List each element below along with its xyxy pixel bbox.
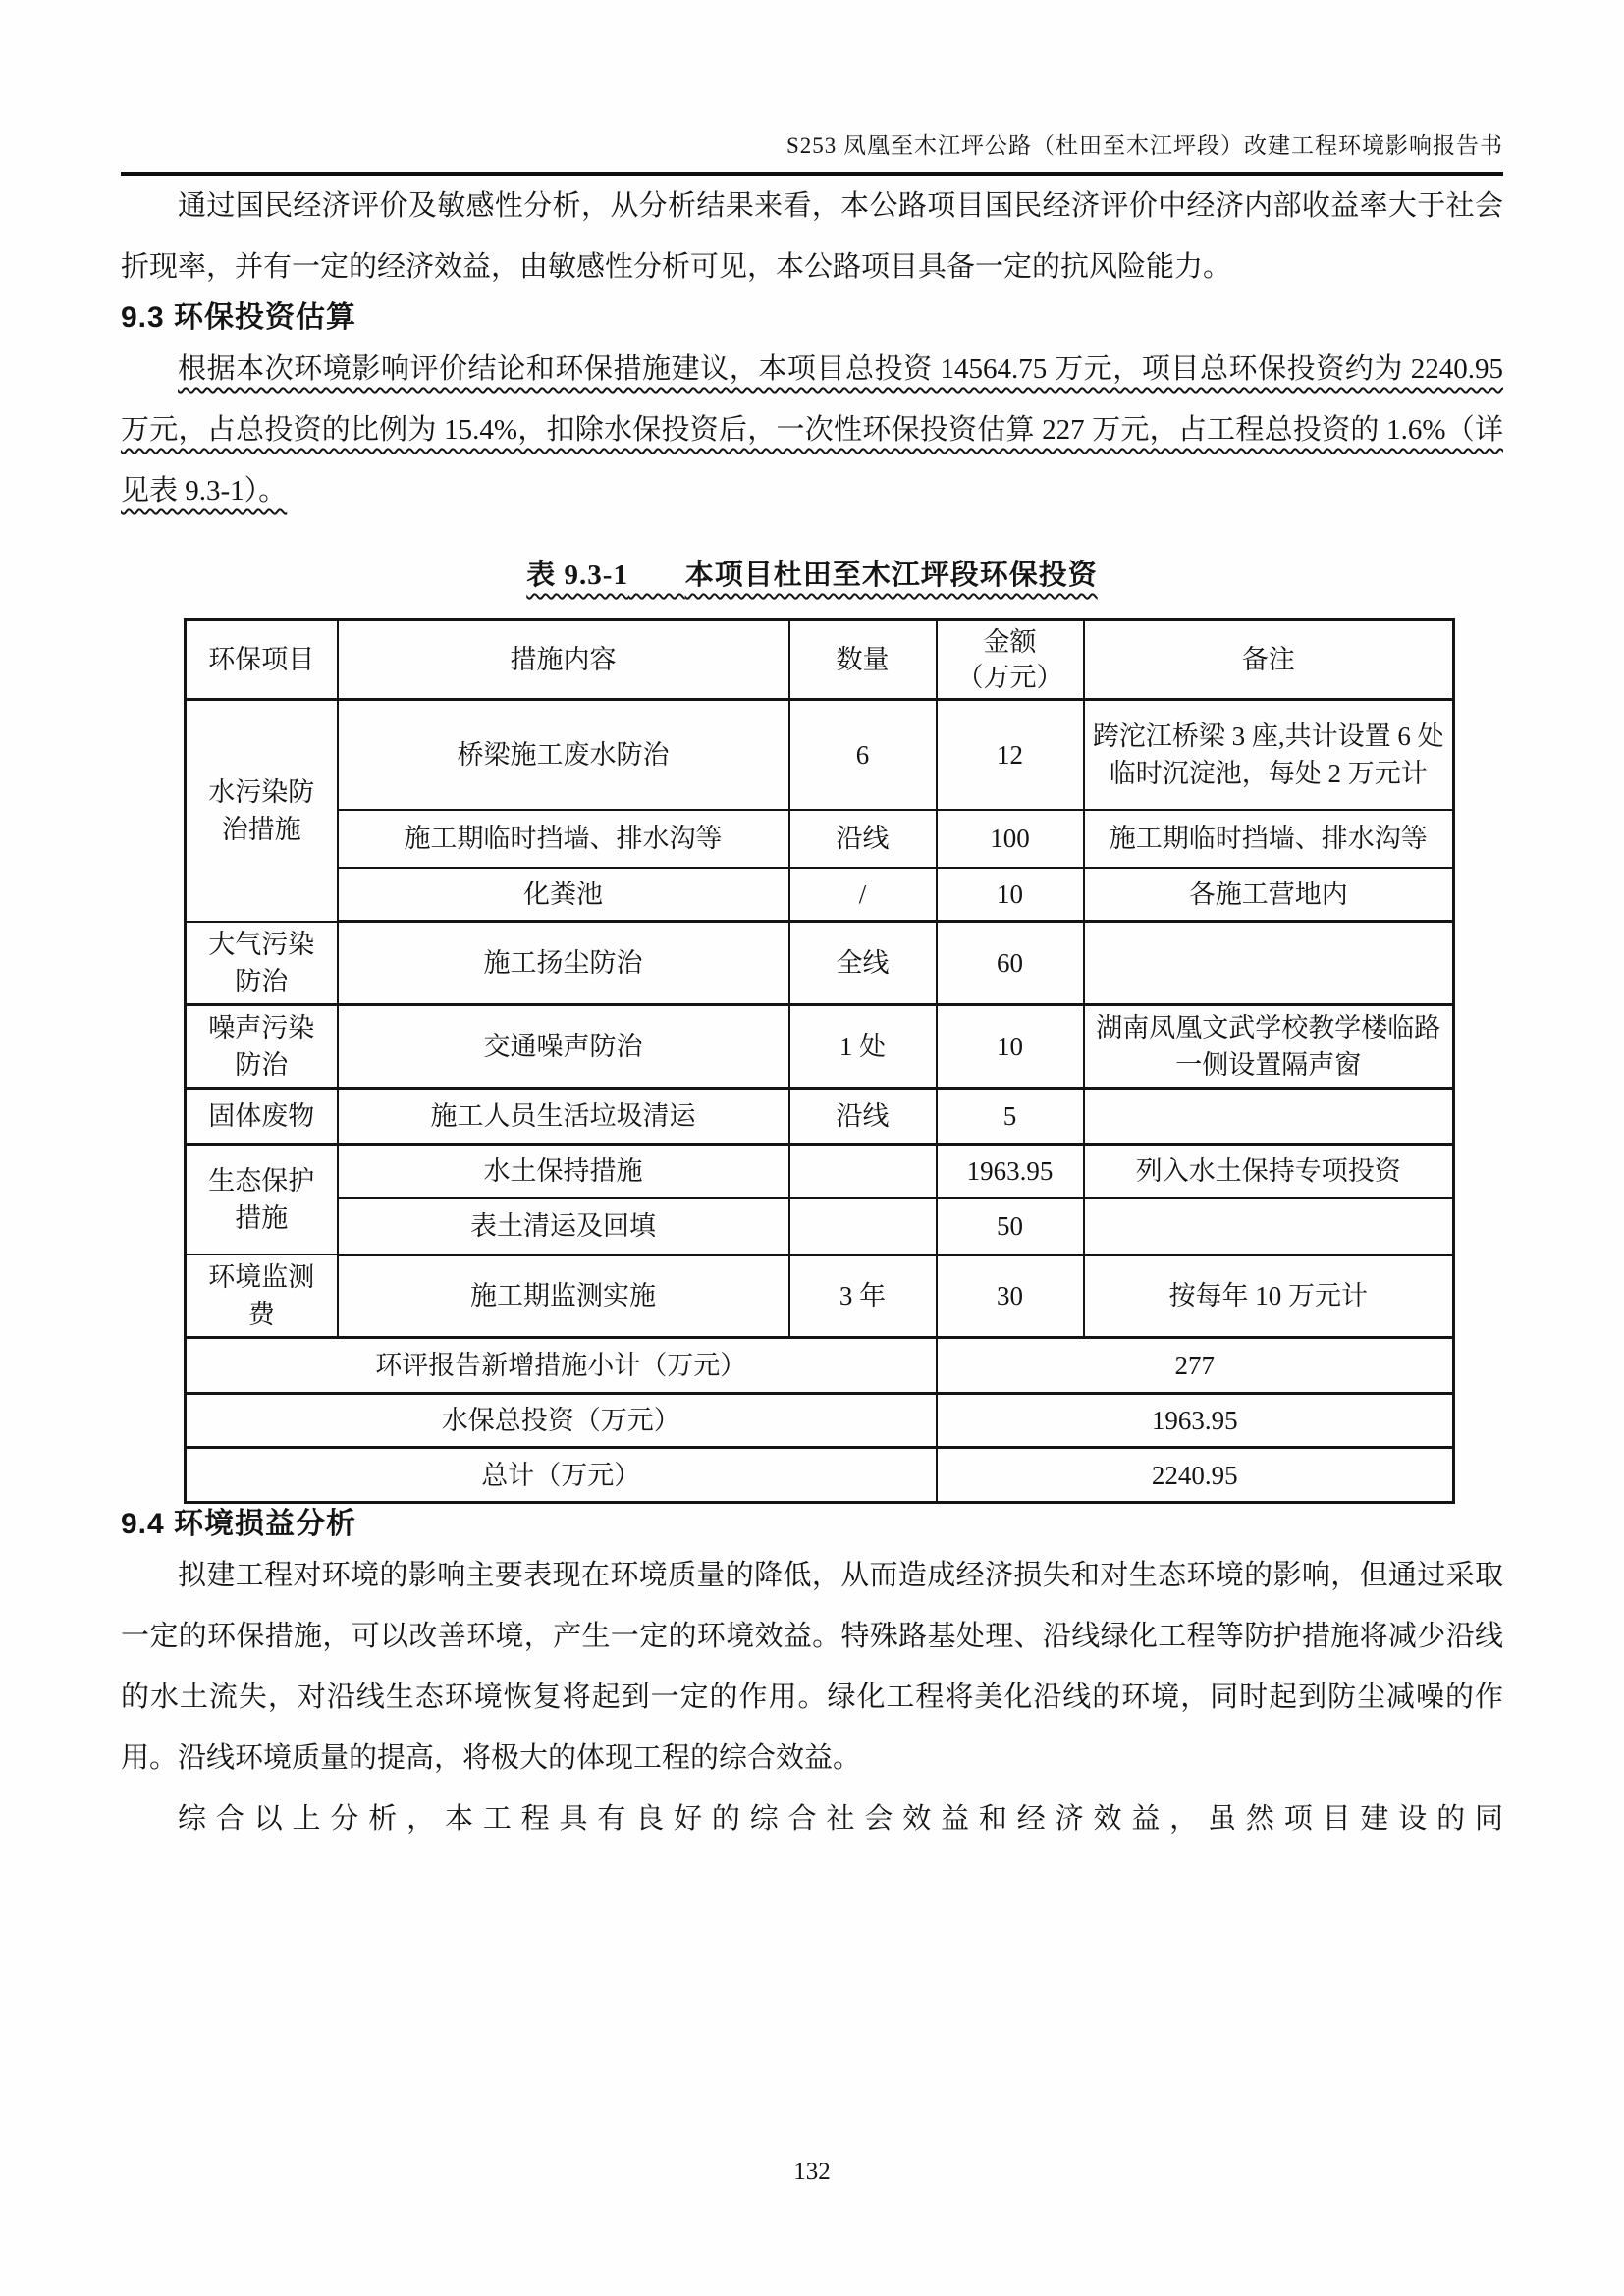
cell-qty: / [789,868,937,922]
cell-note: 施工期临时挡墙、排水沟等 [1084,810,1454,868]
cell-amount: 10 [937,868,1084,922]
running-header: S253 凤凰至木江坪公路（杜田至木江坪段）改建工程环境影响报告书 [121,0,1503,176]
cell-amount: 10 [937,1004,1084,1088]
cell-qty: 1 处 [789,1004,937,1088]
cell-note: 跨沱江桥梁 3 座,共计设置 6 处临时沉淀池，每处 2 万元计 [1084,700,1454,810]
cell-measure: 施工期临时挡墙、排水沟等 [338,810,789,868]
cell-project: 噪声污染防治 [186,1004,338,1088]
cell-amount: 30 [937,1255,1084,1338]
cell-note: 各施工营地内 [1084,868,1454,922]
intro-paragraph: 通过国民经济评价及敏感性分析，从分析结果来看，本公路项目国民经济评价中经济内部收益率大于社会折现率，并有一定的经济效益，由敏感性分析可见，本公路项目具备一定的抗风险能力。 [121,190,1503,283]
summary-row [186,1394,1454,1448]
summary-row [186,1338,1454,1394]
table-row [186,1088,1454,1144]
cell-note: 列入水土保持专项投资 [1084,1144,1454,1198]
cell-measure: 施工期监测实施 [338,1255,789,1338]
cell-amount: 1963.95 [937,1144,1084,1198]
table-caption-title: 本项目杜田至木江坪段环保投资 [684,560,1098,591]
cell-amount: 60 [937,922,1084,1005]
table-caption-label: 表 9.3-1 [526,560,628,591]
table-row [186,700,1454,810]
cell-measure: 水土保持措施 [338,1144,789,1198]
header-amount-line2: （万元） [956,663,1063,692]
cell-measure: 桥梁施工废水防治 [338,700,789,810]
cell-measure: 表土清运及回填 [338,1198,789,1255]
cell-project: 环境监测费 [186,1255,338,1338]
summary-label: 总计（万元） [186,1448,937,1503]
cell-measure: 施工人员生活垃圾清运 [338,1088,789,1144]
header-amount-line1: 金额 [983,627,1037,657]
cell-project: 大气污染防治 [186,922,338,1005]
cell-qty [789,1144,937,1198]
summary-value: 277 [937,1338,1454,1394]
header-qty: 数量 [789,620,937,700]
cell-amount: 50 [937,1198,1084,1255]
cell-qty: 全线 [789,922,937,1005]
summary-value: 1963.95 [937,1394,1454,1448]
cell-note [1084,1198,1454,1255]
cell-note: 按每年 10 万元计 [1084,1255,1454,1338]
section-9-3-heading: 9.3 环保投资估算 [121,301,357,334]
cell-measure: 施工扬尘防治 [338,922,789,1005]
cell-qty: 3 年 [789,1255,937,1338]
page-number: 132 [793,2159,831,2185]
cell-amount: 5 [937,1088,1084,1144]
section-9-4-heading: 9.4 环境损益分析 [121,1508,357,1540]
section-9-4-paragraph-2: 综合以上分析，本工程具有良好的综合社会效益和经济效益，虽然项目建设的同 [178,1803,1503,1835]
cell-measure: 化粪池 [338,868,789,922]
cell-amount: 100 [937,810,1084,868]
summary-label: 环评报告新增措施小计（万元） [186,1338,937,1394]
cell-project: 生态保护措施 [186,1144,338,1255]
header-note: 备注 [1084,620,1454,700]
page-frame [121,0,1503,1849]
summary-label: 水保总投资（万元） [186,1394,937,1448]
cell-qty: 沿线 [789,1088,937,1144]
cell-project: 水污染防治措施 [186,700,338,922]
cell-measure: 交通噪声防治 [338,1004,789,1088]
section-9-3-paragraph: 根据本次环境影响评价结论和环保措施建议，本项目总投资 14564.75 万元，项目总环保投资约为 2240.95 万元，占总投资的比例为 15.4%，扣除水保投资后，一次性环保投资估算 227 万元，占工程总投资的 1.6%（详见表 9.3-1）。 [121,353,1503,507]
environment-investment-table [184,618,1455,1504]
header-amount [937,620,1084,700]
table-row [186,1144,1454,1198]
section-9-4-paragraph-1: 拟建工程对环境的影响主要表现在环境质量的降低，从而造成经济损失和对生态环境的影响，但通过采取一定的环保措施，可以改善环境，产生一定的环境效益。特殊路基处理、沿线绿化工程等防护措施将减少沿线的水土流失，对沿线生态环境恢复将起到一定的作用。绿化工程将美化沿线的环境，同时起到防尘减噪的作用。沿线环境质量的提高，将极大的体现工程的综合效益。 [121,1560,1503,1774]
cell-qty [789,1198,937,1255]
table-row [186,1255,1454,1338]
header-project: 环保项目 [186,620,338,700]
table-row [186,810,1454,868]
table-row [186,1198,1454,1255]
cell-note: 湖南凤凰文武学校教学楼临路一侧设置隔声窗 [1084,1004,1454,1088]
table-row [186,922,1454,1005]
cell-amount: 12 [937,700,1084,810]
header-measure: 措施内容 [338,620,789,700]
summary-row [186,1448,1454,1503]
table-header-row [186,620,1454,700]
table-row [186,868,1454,922]
cell-qty: 6 [789,700,937,810]
cell-qty: 沿线 [789,810,937,868]
table-caption-inner [526,560,1097,591]
table-caption [121,553,1503,593]
summary-value: 2240.95 [937,1448,1454,1503]
cell-note [1084,1088,1454,1144]
table-row [186,1004,1454,1088]
cell-project: 固体废物 [186,1088,338,1144]
caption-gap [628,560,685,591]
cell-note [1084,922,1454,1005]
